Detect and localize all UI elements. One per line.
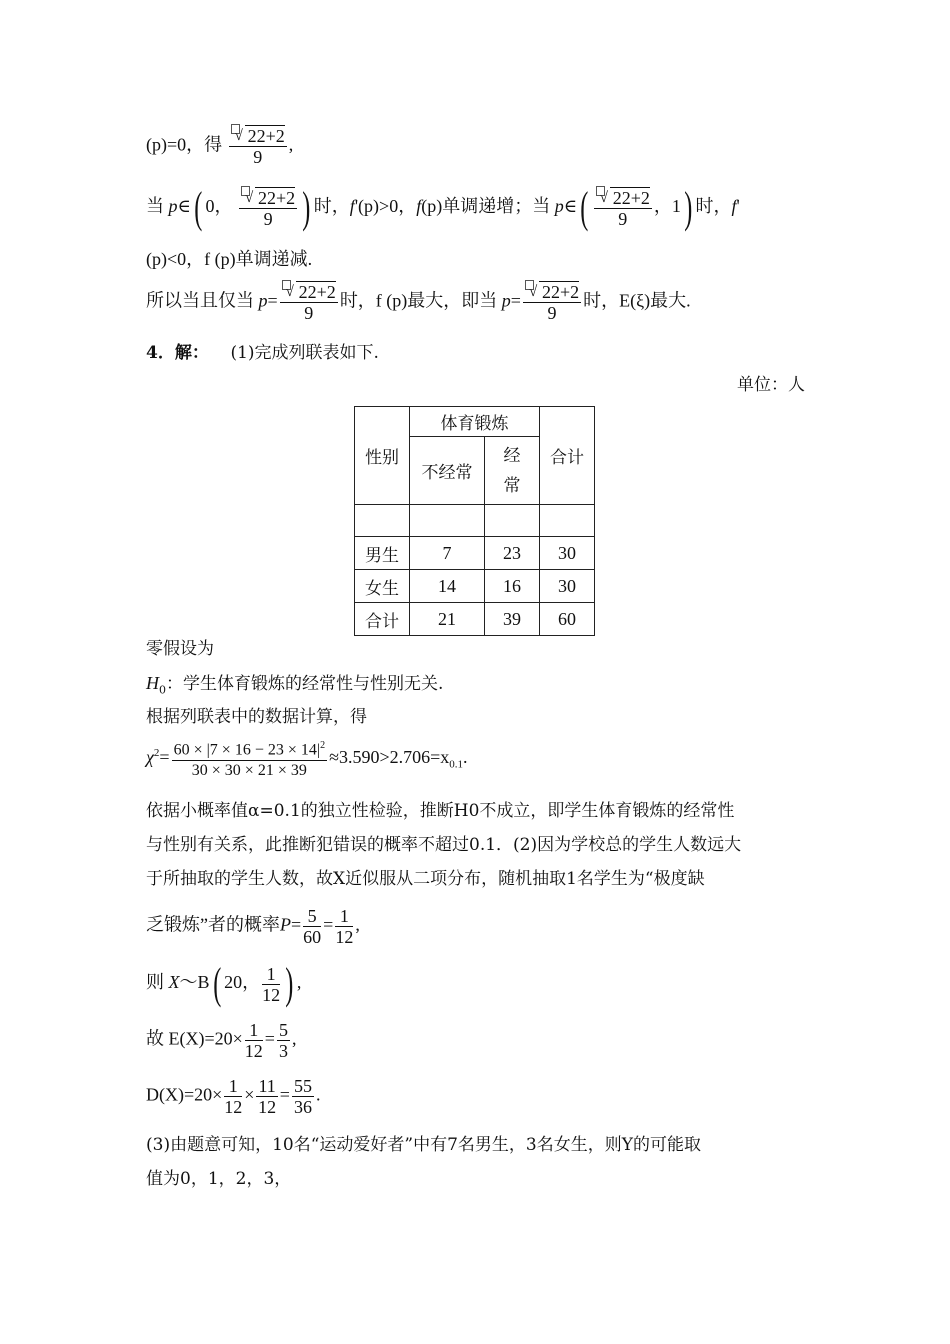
chi-fraction: $\frac{60 \times |7 \times 16 - 23 \times 14|^2}{30 \times 30 \times 21 \times 39}$ bbox=[172, 736, 328, 781]
contingency-table bbox=[354, 406, 595, 636]
line-1 bbox=[146, 126, 293, 167]
table-row: 合计 21 39 60 bbox=[355, 603, 595, 636]
header-not-often: 不经常 bbox=[410, 437, 485, 505]
probability-line: 乏锻炼”者的概率P= $\frac{5}{60}$ = $\frac{1}{12}$ , bbox=[146, 906, 360, 947]
binomial-line: 则 X～B( 20， $\frac{1}{12}$ ) , bbox=[146, 959, 302, 1008]
unit-label: 单位：人 bbox=[737, 375, 805, 395]
header-group: 体育锻炼 bbox=[410, 407, 540, 437]
cube-root: √ 22+2 bbox=[231, 126, 285, 146]
variance-line: D(X)=20× $\frac{1}{12}$ × $\frac{11}{12}$ = $\frac{55}{36}$ . bbox=[146, 1076, 321, 1117]
header-often: 经 常 bbox=[485, 437, 540, 505]
table-row: 女生 14 16 30 bbox=[355, 570, 595, 603]
null-hypothesis-intro: 零假设为 bbox=[146, 639, 214, 659]
question-label: 4．解： bbox=[146, 343, 209, 363]
conclusion-line-1: 依据小概率值α=0.1的独立性检验，推断H0不成立，即学生体育锻炼的经常性 bbox=[146, 801, 735, 821]
part3-line-1: (3)由题意可知，10名“运动爱好者”中有7名男生，3名女生，则Y的可能取 bbox=[146, 1135, 701, 1155]
expectation-line: 故 E(X)=20× $\frac{1}{12}$ = $\frac{5}{3}$ , bbox=[146, 1020, 297, 1061]
part3-line-2: 值为0，1，2，3， bbox=[146, 1169, 292, 1189]
left-paren: ( bbox=[194, 183, 203, 232]
null-hypothesis: $H_0$：学生体育锻炼的经常性与性别无关. bbox=[146, 673, 444, 697]
conclusion-line-2: 与性别有关系，此推断犯错误的概率不超过0.1．(2)因为学校总的学生人数远大 bbox=[146, 835, 742, 855]
text: , bbox=[288, 134, 294, 155]
question-4 bbox=[146, 342, 379, 364]
chi-square-formula: $\chi^2=$ $\frac{60 \times |7 \times 16 - 23 \times 14|^2}{30 \times 30 \times 21 \times 39}$ $\approx 3.590>2.706=x_{0.1}$. bbox=[146, 736, 468, 781]
question-text: (1)完成列联表如下. bbox=[230, 343, 379, 363]
text: (p)=0，得 bbox=[146, 134, 223, 155]
header-total: 合计 bbox=[540, 407, 595, 505]
line-3: (p)<0，f (p)单调递减. bbox=[146, 249, 313, 269]
fraction: √ 22+2 9 bbox=[239, 188, 297, 229]
header-sex: 性别 bbox=[355, 407, 410, 505]
fraction: √ 22+2 9 bbox=[229, 126, 287, 167]
table-row: 男生 7 23 30 bbox=[355, 537, 595, 570]
line-4: 所以当且仅当 p= √ 22+2 9 时，f (p)最大，即当 p= √ 22+2 9 时，E(ξ)最大. bbox=[146, 282, 691, 323]
calc-intro: 根据列联表中的数据计算，得 bbox=[146, 707, 367, 727]
line-2: 当 p∈( 0， √ 22+2 9 ) 时，f'(p)>0，f(p)单调递增；当 p∈( √ 22+2 9 ，1) 时，f' bbox=[146, 183, 740, 232]
conclusion-line-3: 于所抽取的学生人数，故X近似服从二项分布，随机抽取1名学生为“极度缺 bbox=[146, 869, 705, 889]
right-paren: ) bbox=[302, 183, 311, 232]
